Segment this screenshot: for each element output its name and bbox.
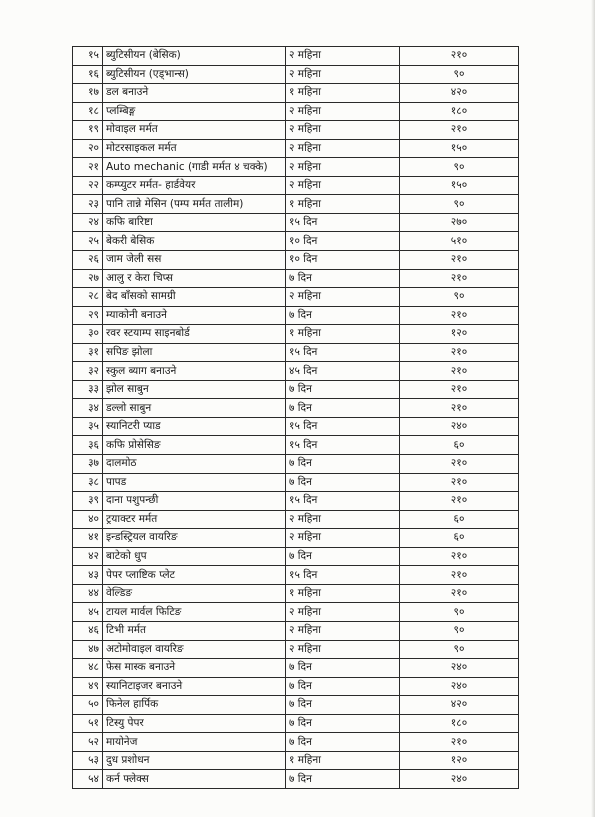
table-row	[73, 195, 519, 214]
training-name-cell: Auto mechanic (गाडी मर्मत ४ चक्के)	[103, 158, 286, 177]
participant-count-cell: २१०	[400, 251, 519, 270]
participant-count-cell: २४०	[400, 417, 519, 436]
duration-cell: २ महिना	[286, 621, 400, 640]
duration-cell: १० दिन	[286, 232, 400, 251]
table-row	[73, 102, 519, 121]
training-name-cell: स्यानिटाइजर बनाउने	[103, 677, 286, 696]
training-name-cell: सपिङ झोला	[103, 343, 286, 362]
participant-count-cell: २१०	[400, 566, 519, 585]
training-name-cell: पानि तान्ने मेसिन (पम्प मर्मत तालीम)	[103, 195, 286, 214]
participant-count-cell: १८०	[400, 714, 519, 733]
training-name-cell: टिस्यु पेपर	[103, 714, 286, 733]
table-row	[73, 84, 519, 103]
serial-number-cell: २६	[73, 251, 103, 270]
serial-number-cell: ४४	[73, 584, 103, 603]
participant-count-cell: २१०	[400, 343, 519, 362]
table-row	[73, 751, 519, 770]
participant-count-cell: २१०	[400, 47, 519, 66]
duration-cell: १५ दिन	[286, 417, 400, 436]
table-row	[73, 733, 519, 752]
duration-cell: २ महिना	[286, 510, 400, 529]
duration-cell: ७ दिन	[286, 733, 400, 752]
participant-count-cell: २१०	[400, 584, 519, 603]
table-row	[73, 380, 519, 399]
serial-number-cell: ४३	[73, 566, 103, 585]
duration-cell: १ महिना	[286, 195, 400, 214]
participant-count-cell: ६०	[400, 436, 519, 455]
duration-cell: १५ दिन	[286, 436, 400, 455]
serial-number-cell: ४८	[73, 659, 103, 678]
duration-cell: २ महिना	[286, 102, 400, 121]
serial-number-cell: ४२	[73, 547, 103, 566]
duration-cell: २ महिना	[286, 176, 400, 195]
training-name-cell: स्कुल ब्याग बनाउने	[103, 362, 286, 381]
serial-number-cell: ३१	[73, 343, 103, 362]
training-name-cell: डल्लो साबुन	[103, 399, 286, 418]
duration-cell: २ महिना	[286, 158, 400, 177]
serial-number-cell: २८	[73, 288, 103, 307]
serial-number-cell: ५२	[73, 733, 103, 752]
duration-cell: २ महिना	[286, 529, 400, 548]
serial-number-cell: ३८	[73, 473, 103, 492]
serial-number-cell: ४१	[73, 529, 103, 548]
training-name-cell: कम्प्युटर मर्मत- हार्डवेयर	[103, 176, 286, 195]
training-name-cell: झोल साबुन	[103, 380, 286, 399]
participant-count-cell: २१०	[400, 473, 519, 492]
table-row	[73, 121, 519, 140]
training-name-cell: दालमोठ	[103, 455, 286, 474]
table-row	[73, 455, 519, 474]
training-name-cell: ब्युटिसीयन (बेसिक)	[103, 47, 286, 66]
table-row	[73, 603, 519, 622]
table-row	[73, 269, 519, 288]
training-name-cell: जाम जेली सस	[103, 251, 286, 270]
training-name-cell: पेपर प्लाष्टिक प्लेट	[103, 566, 286, 585]
participant-count-cell: २४०	[400, 770, 519, 789]
participant-count-cell: २१०	[400, 269, 519, 288]
table-row	[73, 473, 519, 492]
serial-number-cell: ४६	[73, 621, 103, 640]
training-name-cell: ब्युटिसीयन (एड्भान्स)	[103, 65, 286, 84]
table-row	[73, 65, 519, 84]
serial-number-cell: ३९	[73, 492, 103, 511]
participant-count-cell: २१०	[400, 547, 519, 566]
serial-number-cell: २४	[73, 213, 103, 232]
duration-cell: १ महिना	[286, 325, 400, 344]
participant-count-cell: २१०	[400, 455, 519, 474]
training-name-cell: पापड	[103, 473, 286, 492]
serial-number-cell: ३३	[73, 380, 103, 399]
training-table-body	[73, 47, 519, 789]
participant-count-cell: २७०	[400, 213, 519, 232]
duration-cell: २ महिना	[286, 139, 400, 158]
table-row	[73, 417, 519, 436]
table-row	[73, 306, 519, 325]
table-row	[73, 584, 519, 603]
duration-cell: ७ दिन	[286, 399, 400, 418]
duration-cell: ४५ दिन	[286, 362, 400, 381]
training-name-cell: फेस मास्क बनाउने	[103, 659, 286, 678]
participant-count-cell: २१०	[400, 121, 519, 140]
training-name-cell: टायल मार्वल फिटिङ	[103, 603, 286, 622]
table-row	[73, 176, 519, 195]
serial-number-cell: ३४	[73, 399, 103, 418]
serial-number-cell: ५३	[73, 751, 103, 770]
duration-cell: १५ दिन	[286, 213, 400, 232]
participant-count-cell: ९०	[400, 65, 519, 84]
participant-count-cell: २१०	[400, 380, 519, 399]
participant-count-cell: १८०	[400, 102, 519, 121]
duration-cell: ७ दिन	[286, 770, 400, 789]
training-name-cell: फिनेल हार्पिक	[103, 696, 286, 715]
training-name-cell: टिभी मर्मत	[103, 621, 286, 640]
participant-count-cell: २१०	[400, 399, 519, 418]
serial-number-cell: ५१	[73, 714, 103, 733]
table-row	[73, 343, 519, 362]
serial-number-cell: १८	[73, 102, 103, 121]
training-name-cell: अटोमोवाइल वायरिङ	[103, 640, 286, 659]
serial-number-cell: १६	[73, 65, 103, 84]
table-row	[73, 325, 519, 344]
duration-cell: १५ दिन	[286, 343, 400, 362]
table-row	[73, 492, 519, 511]
serial-number-cell: ४७	[73, 640, 103, 659]
table-row	[73, 770, 519, 789]
duration-cell: १५ दिन	[286, 492, 400, 511]
participant-count-cell: ४२०	[400, 84, 519, 103]
table-row	[73, 640, 519, 659]
duration-cell: २ महिना	[286, 603, 400, 622]
participant-count-cell: १५०	[400, 176, 519, 195]
table-row	[73, 659, 519, 678]
table-row	[73, 139, 519, 158]
training-name-cell: डल बनाउने	[103, 84, 286, 103]
participant-count-cell: ९०	[400, 621, 519, 640]
duration-cell: २ महिना	[286, 65, 400, 84]
serial-number-cell: ३२	[73, 362, 103, 381]
duration-cell: २ महिना	[286, 121, 400, 140]
table-row	[73, 566, 519, 585]
page-edge-shadow	[591, 0, 595, 817]
training-name-cell: रवर स्टयाम्प साइनबोर्ड	[103, 325, 286, 344]
training-name-cell: मायोनेज	[103, 733, 286, 752]
training-name-cell: वेल्डिङ	[103, 584, 286, 603]
duration-cell: २ महिना	[286, 288, 400, 307]
serial-number-cell: १७	[73, 84, 103, 103]
training-name-cell: बाटेको धुप	[103, 547, 286, 566]
table-row	[73, 436, 519, 455]
participant-count-cell: ५१०	[400, 232, 519, 251]
participant-count-cell: २१०	[400, 306, 519, 325]
training-name-cell: मोटरसाइकल मर्मत	[103, 139, 286, 158]
training-name-cell: बेकरी बेसिक	[103, 232, 286, 251]
participant-count-cell: ९०	[400, 603, 519, 622]
participant-count-cell: ९०	[400, 195, 519, 214]
participant-count-cell: ६०	[400, 529, 519, 548]
training-table	[72, 46, 519, 789]
participant-count-cell: २४०	[400, 659, 519, 678]
table-row	[73, 47, 519, 66]
serial-number-cell: २२	[73, 176, 103, 195]
duration-cell: २ महिना	[286, 640, 400, 659]
table-row	[73, 547, 519, 566]
duration-cell: ७ दिन	[286, 547, 400, 566]
table-row	[73, 696, 519, 715]
participant-count-cell: १२०	[400, 751, 519, 770]
participant-count-cell: ४२०	[400, 696, 519, 715]
serial-number-cell: १५	[73, 47, 103, 66]
duration-cell: ७ दिन	[286, 380, 400, 399]
table-row	[73, 677, 519, 696]
training-name-cell: बेद बाँसको सामग्री	[103, 288, 286, 307]
duration-cell: ७ दिन	[286, 659, 400, 678]
training-name-cell: कर्न फ्लेक्स	[103, 770, 286, 789]
participant-count-cell: २४०	[400, 677, 519, 696]
participant-count-cell: १५०	[400, 139, 519, 158]
training-name-cell: म्याकोनी बनाउने	[103, 306, 286, 325]
duration-cell: ७ दिन	[286, 696, 400, 715]
serial-number-cell: ४५	[73, 603, 103, 622]
participant-count-cell: ९०	[400, 640, 519, 659]
serial-number-cell: २७	[73, 269, 103, 288]
serial-number-cell: ३७	[73, 455, 103, 474]
table-row	[73, 621, 519, 640]
serial-number-cell: ३०	[73, 325, 103, 344]
table-row	[73, 288, 519, 307]
serial-number-cell: २३	[73, 195, 103, 214]
serial-number-cell: २१	[73, 158, 103, 177]
training-name-cell: दुध प्रशोधन	[103, 751, 286, 770]
training-name-cell: स्यानिटरी प्याड	[103, 417, 286, 436]
serial-number-cell: ३६	[73, 436, 103, 455]
serial-number-cell: ४९	[73, 677, 103, 696]
training-name-cell: आलु र केरा चिप्स	[103, 269, 286, 288]
serial-number-cell: २०	[73, 139, 103, 158]
duration-cell: २ महिना	[286, 47, 400, 66]
duration-cell: ७ दिन	[286, 306, 400, 325]
table-row	[73, 399, 519, 418]
duration-cell: १ महिना	[286, 84, 400, 103]
training-name-cell: मोवाइल मर्मत	[103, 121, 286, 140]
serial-number-cell: २९	[73, 306, 103, 325]
participant-count-cell: २१०	[400, 492, 519, 511]
training-name-cell: दाना पशुपन्छी	[103, 492, 286, 511]
participant-count-cell: ९०	[400, 288, 519, 307]
table-row	[73, 510, 519, 529]
duration-cell: ७ दिन	[286, 269, 400, 288]
duration-cell: १ महिना	[286, 751, 400, 770]
table-row	[73, 213, 519, 232]
duration-cell: ७ दिन	[286, 677, 400, 696]
table-row	[73, 158, 519, 177]
table-row	[73, 232, 519, 251]
participant-count-cell: १२०	[400, 325, 519, 344]
duration-cell: ७ दिन	[286, 714, 400, 733]
duration-cell: ७ दिन	[286, 455, 400, 474]
participant-count-cell: २१०	[400, 733, 519, 752]
training-name-cell: प्लम्बिङ्ग	[103, 102, 286, 121]
training-name-cell: कफि प्रोसेसिङ	[103, 436, 286, 455]
serial-number-cell: ४०	[73, 510, 103, 529]
participant-count-cell: २१०	[400, 362, 519, 381]
duration-cell: १० दिन	[286, 251, 400, 270]
table-row	[73, 251, 519, 270]
serial-number-cell: ३५	[73, 417, 103, 436]
serial-number-cell: २५	[73, 232, 103, 251]
training-name-cell: ट्रयाक्टर मर्मत	[103, 510, 286, 529]
training-name-cell: इन्डस्ट्रियल वायरिङ	[103, 529, 286, 548]
participant-count-cell: ९०	[400, 158, 519, 177]
table-row	[73, 714, 519, 733]
table-row	[73, 529, 519, 548]
serial-number-cell: ५०	[73, 696, 103, 715]
duration-cell: ७ दिन	[286, 473, 400, 492]
duration-cell: १५ दिन	[286, 566, 400, 585]
participant-count-cell: ६०	[400, 510, 519, 529]
serial-number-cell: १९	[73, 121, 103, 140]
training-name-cell: कफि बारिष्टा	[103, 213, 286, 232]
duration-cell: १ महिना	[286, 584, 400, 603]
table-row	[73, 362, 519, 381]
serial-number-cell: ५४	[73, 770, 103, 789]
